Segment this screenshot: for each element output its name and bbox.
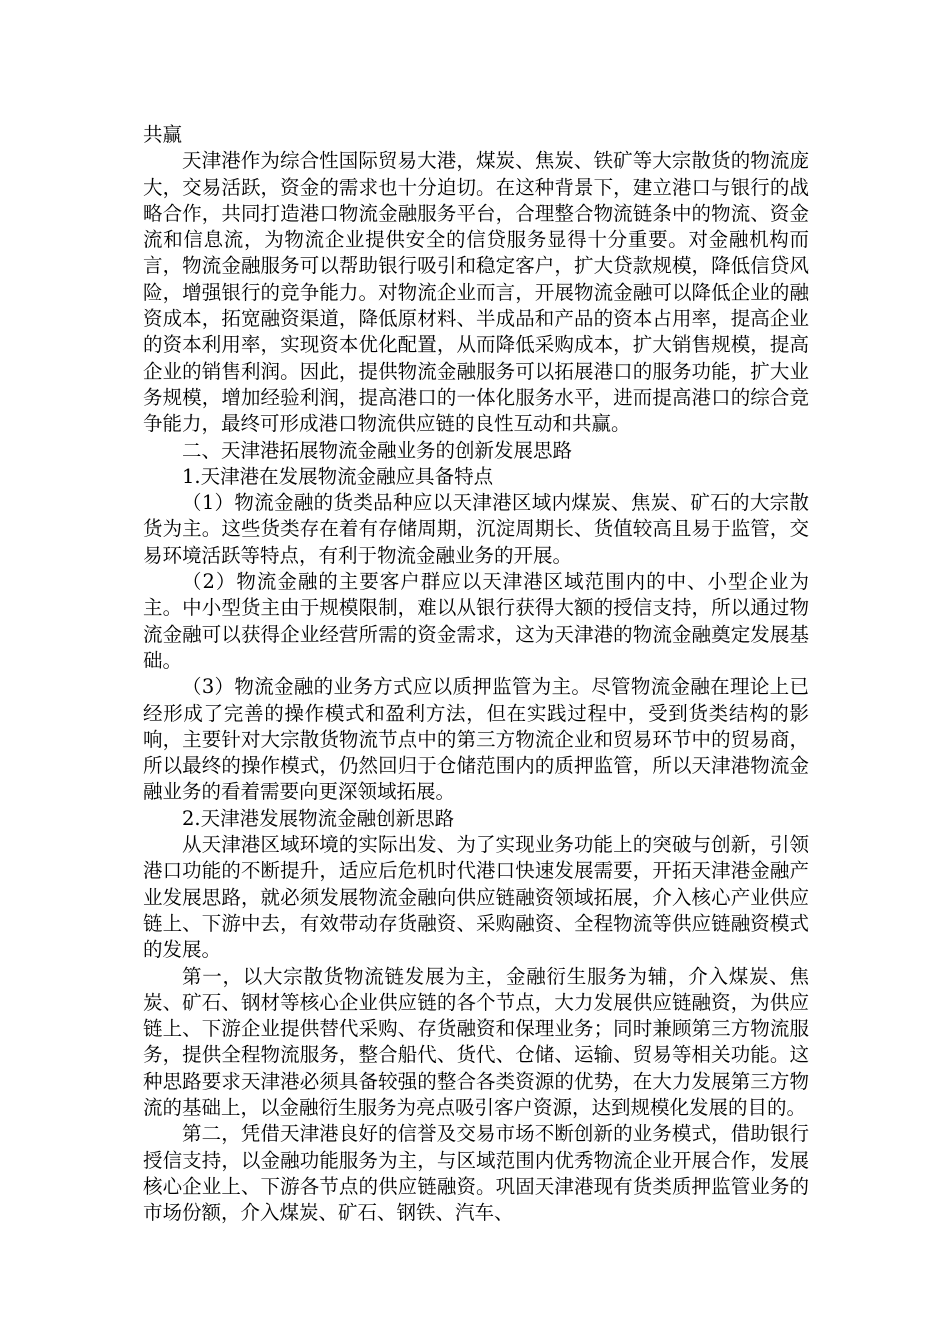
paragraph-continuation: 共赢	[143, 123, 183, 146]
paragraph-second-approach: 第二，凭借天津港良好的信誉及交易市场不断创新的业务模式，借助银行授信支持，以金融功能服务为主，与区域范围内优秀物流企业开展合作，发展核心企业上、下游各节点的供应链融资。巩固天津港现有货类质押监管业务的市场份额，介入煤炭、矿石、钢铁、汽车、	[143, 1122, 809, 1225]
document-page	[143, 122, 809, 1226]
section-heading: 二、天津港拓展物流金融业务的创新发展思路	[182, 438, 573, 462]
paragraph-port-finance-benefits: 天津港作为综合性国际贸易大港，煤炭、焦炭、铁矿等大宗散货的物流庞大，交易活跃，资金的需求也十分迫切。在这种背景下，建立港口与银行的战略合作，共同打造港口物流金融服务平台，合理整合物流链条中的物流、资金流和信息流，为物流企业提供安全的信贷服务显得十分重要。对金融机构而言，物流金融服务可以帮助银行吸引和稳定客户，扩大贷款规模，降低信贷风险，增强银行的竞争能力。对物流企业而言，开展物流金融可以降低企业的融资成本，拓宽融资渠道，降低原材料、半成品和产品的资本占用率，提高企业的资本利用率，实现资本优化配置，从而降低采购成本，扩大销售规模，提高企业的销售利润。因此，提供物流金融服务可以拓展港口的服务功能，扩大业务规模，增加经验利润，提高港口的一体化服务水平，进而提高港口的综合竞争能力，最终可形成港口物流供应链的良性互动和共赢。	[143, 149, 809, 436]
subsection-heading: 1.天津港在发展物流金融应具备特点	[182, 464, 494, 488]
paragraph-innovation-ideas: 从天津港区域环境的实际出发、为了实现业务功能上的突破与创新，引领港口功能的不断提升，适应后危机时代港口快速发展需要，开拓天津港金融产业发展思路，就必须发展物流金融向供应链融资领域拓展，介入核心产业供应链上、下游中去，有效带动存货融资、采购融资、全程物流等供应链融资模式的发展。	[143, 833, 809, 962]
subsection-heading: 2.天津港发展物流金融创新思路	[182, 806, 455, 830]
list-item-business-mode: （3）物流金融的业务方式应以质押监管为主。尽管物流金融在理论上已经形成了完善的操作模式和盈利方法，但在实践过程中，受到货类结构的影响，主要针对大宗散货物流节点中的第三方物流企业和贸易环节中的贸易商，所以最终的操作模式，仍然回归于仓储范围内的质押监管，所以天津港物流金融业务的看着需要向更深领域拓展。	[143, 675, 809, 804]
list-item-customer-groups: （2）物流金融的主要客户群应以天津港区域范围内的中、小型企业为主。中小型货主由于规模限制，难以从银行获得大额的授信支持，所以通过物流金融可以获得企业经营所需的资金需求，这为天津港的物流金融奠定发展基础。	[143, 570, 809, 672]
paragraph-first-approach: 第一，以大宗散货物流链发展为主，金融衍生服务为辅，介入煤炭、焦炭、矿石、钢材等核心企业供应链的各个节点，大力发展供应链融资，为供应链上、下游企业提供替代采购、存货融资和保理业务；同时兼顾第三方物流服务，提供全程物流服务，整合船代、货代、仓储、运输、贸易等相关功能。这种思路要求天津港必须具备较强的整合各类资源的优势，在大力发展第三方物流的基础上，以金融衍生服务为亮点吸引客户资源，达到规模化发展的目的。	[143, 964, 809, 1119]
list-item-cargo-types: （1）物流金融的货类品种应以天津港区域内煤炭、焦炭、矿石的大宗散货为主。这些货类存在着有存储周期，沉淀周期长、货值较高且易于监管，交易环境活跃等特点，有利于物流金融业务的开展。	[143, 491, 809, 567]
